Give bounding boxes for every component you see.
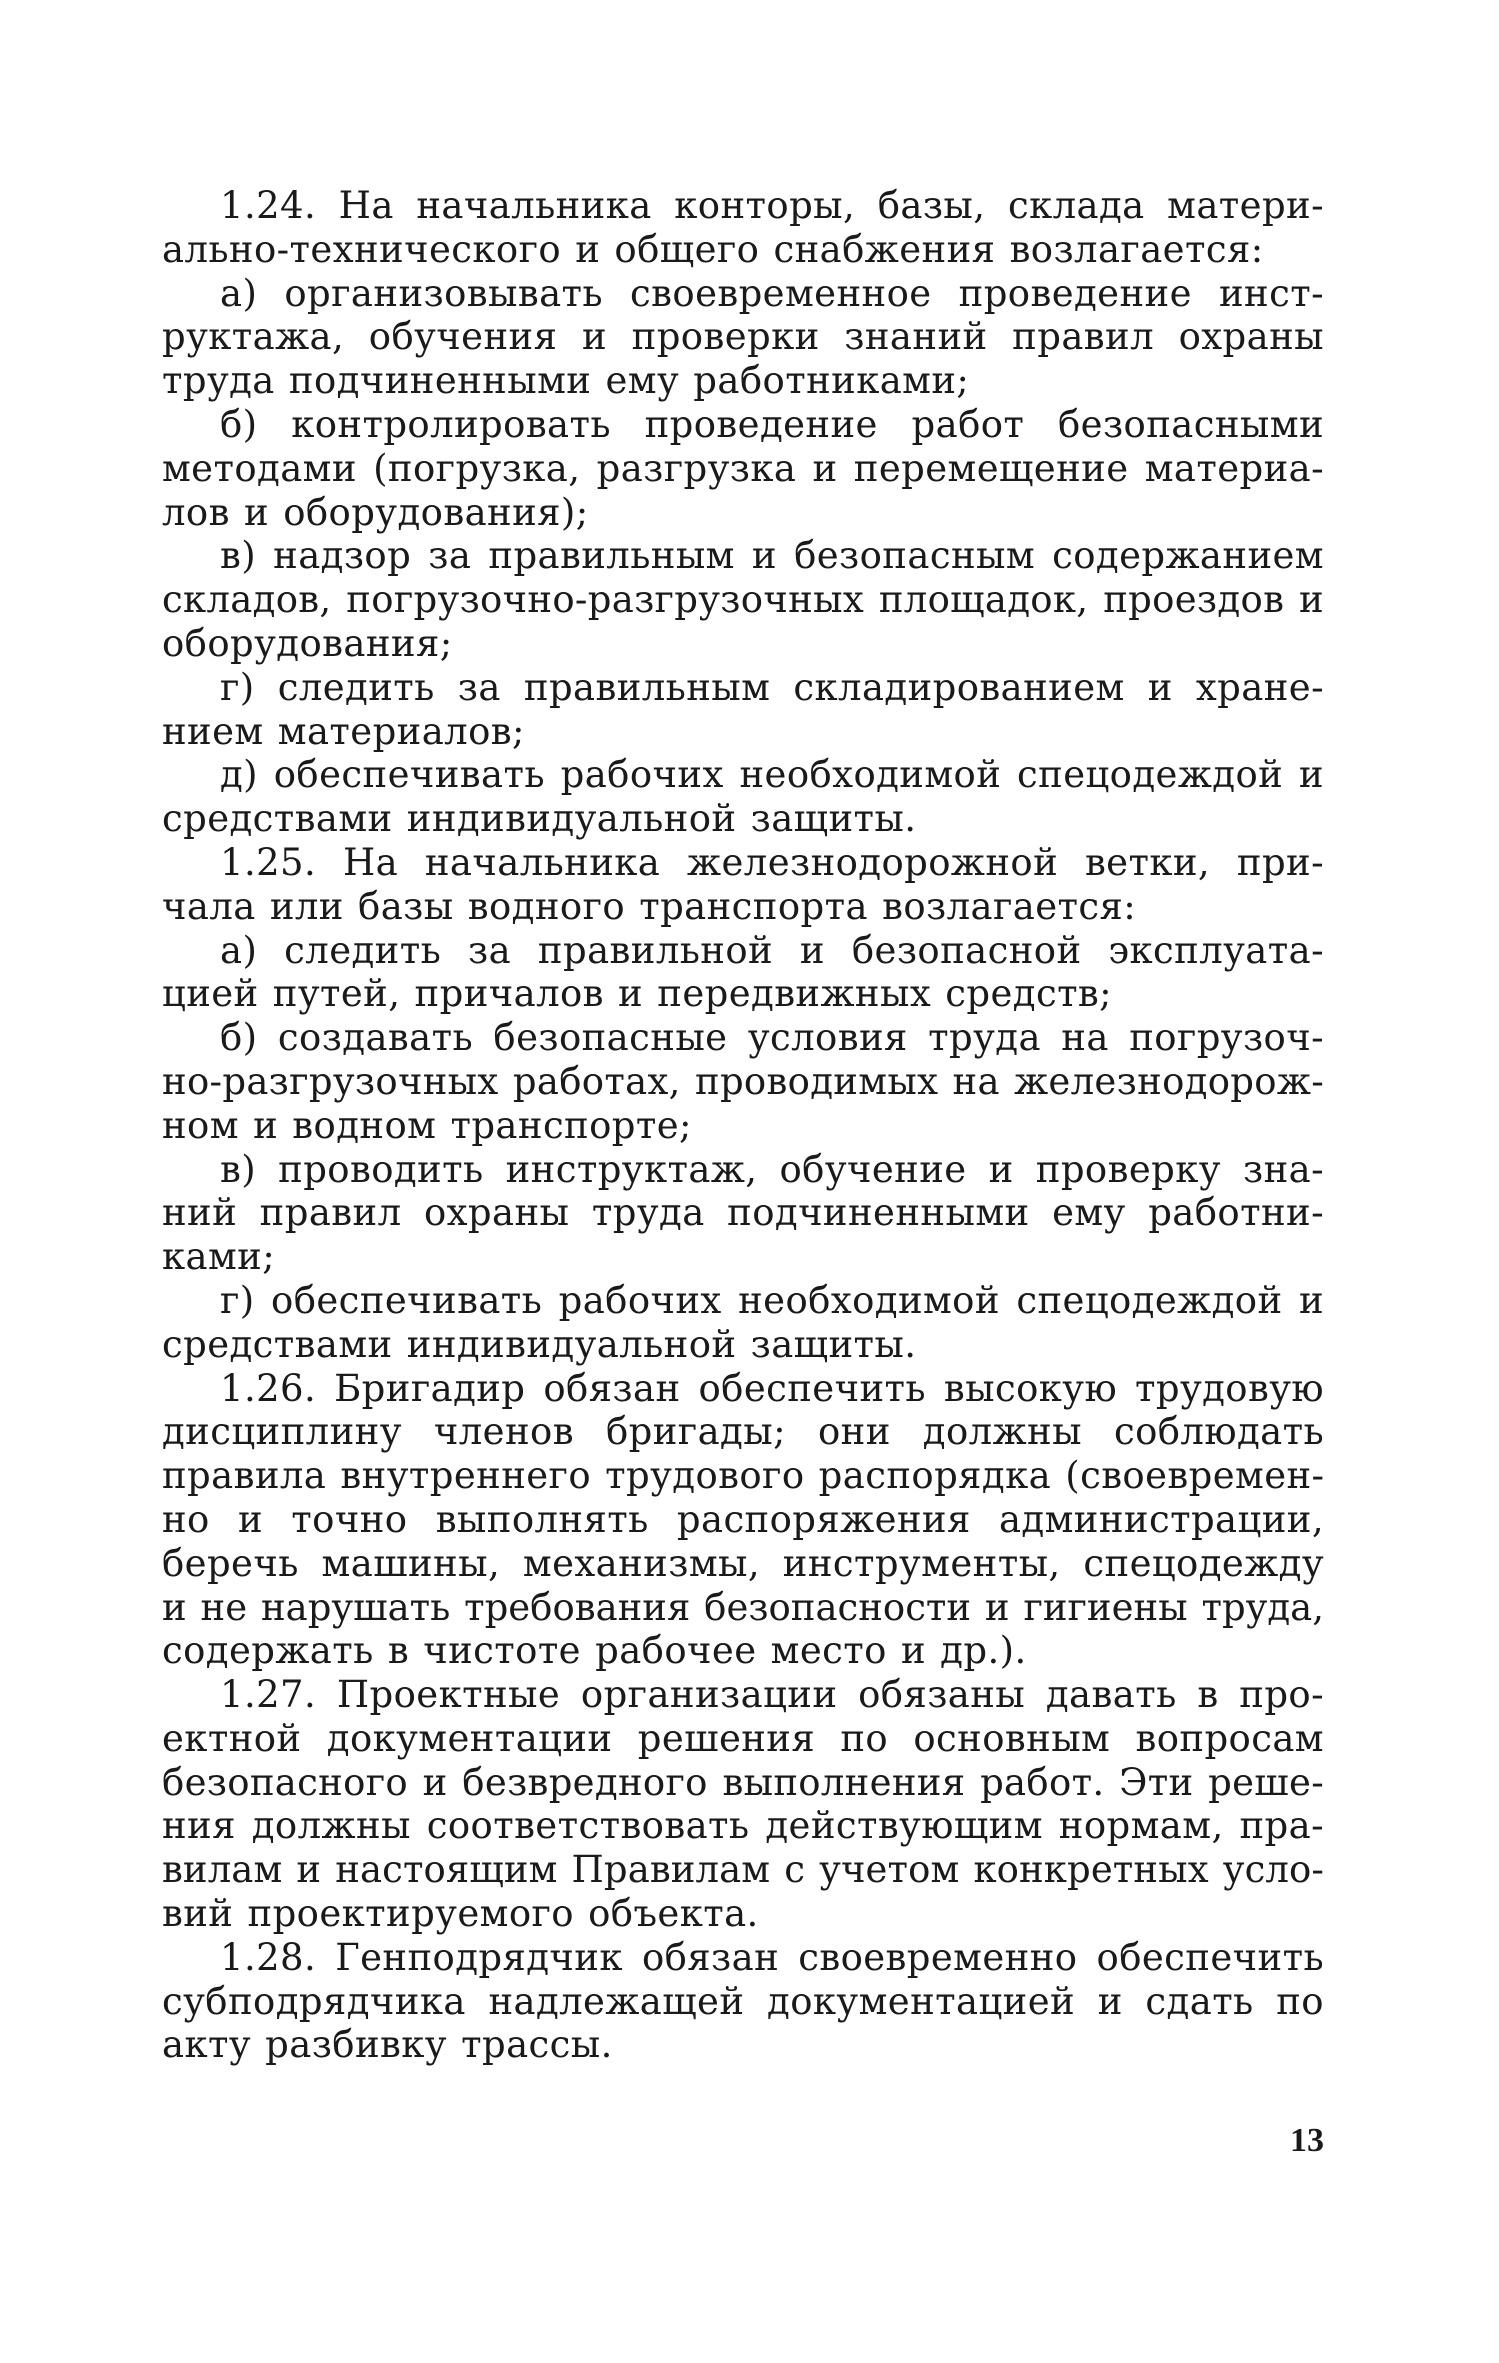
text-line: чала или базы водного транспорта возлагается: xyxy=(162,884,1137,928)
body-text xyxy=(162,184,1324,2067)
text-line: руктажа, обучения и проверки знаний правил охраны xyxy=(162,315,1324,359)
text-line: дисциплину членов бригады; они должны соблюдать xyxy=(162,1410,1324,1454)
text-line: труда подчиненными ему работниками; xyxy=(162,359,970,403)
text-line: и не нарушать требования безопасности и гигиены труда, xyxy=(162,1585,1324,1629)
text-line: в) проводить инструктаж, обучение и проверку зна- xyxy=(220,1147,1324,1191)
text-line: 1.26. Бригадир обязан обеспечить высокую трудовую xyxy=(220,1366,1324,1410)
text-line: 1.27. Проектные организации обязаны давать в про- xyxy=(220,1673,1324,1717)
text-line: правила внутреннего трудового распорядка (своевремен- xyxy=(162,1454,1325,1498)
page-number: 13 xyxy=(1290,2122,1324,2159)
text-line: г) обеспечивать рабочих необходимой спецодеждой и xyxy=(220,1278,1324,1322)
text-line: 1.25. На начальника железнодорожной ветки, при- xyxy=(220,840,1324,884)
text-line: вилам и настоящим Правилам с учетом конкретных усло- xyxy=(162,1848,1324,1892)
text-line: беречь машины, механизмы, инструменты, спецодежду xyxy=(162,1541,1324,1585)
text-line: средствами индивидуальной защиты. xyxy=(162,797,917,841)
text-line: методами (погрузка, разгрузка и перемещение материа- xyxy=(162,446,1324,490)
text-line: ном и водном транспорте; xyxy=(162,1103,692,1147)
text-line: 1.28. Генподрядчик обязан своевременно обеспечить xyxy=(220,1935,1324,1979)
text-line: б) контролировать проведение работ безопасными xyxy=(220,402,1324,446)
text-line: в) надзор за правильным и безопасным содержанием xyxy=(220,534,1324,578)
text-line: г) следить за правильным складированием и хране- xyxy=(220,665,1324,709)
text-line: ектной документации решения по основным вопросам xyxy=(162,1716,1324,1760)
text-line: цией путей, причалов и передвижных средств; xyxy=(162,972,1113,1016)
text-line: складов, погрузочно-разгрузочных площадок, проездов и xyxy=(162,578,1324,622)
text-line: д) обеспечивать рабочих необходимой спецодеждой и xyxy=(220,753,1324,797)
text-line: но и точно выполнять распоряжения администрации, xyxy=(162,1497,1324,1541)
text-line: ками; xyxy=(162,1235,276,1279)
text-line: оборудования; xyxy=(162,621,453,665)
text-line: ально-технического и общего снабжения возлагается: xyxy=(162,227,1264,271)
text-line: а) организовывать своевременное проведение инст- xyxy=(220,271,1324,315)
text-line: средствами индивидуальной защиты. xyxy=(162,1322,917,1366)
text-line: б) создавать безопасные условия труда на погрузоч- xyxy=(220,1016,1324,1060)
text-line: нием материалов; xyxy=(162,709,525,753)
text-line: субподрядчика надлежащей документацией и сдать по xyxy=(162,1979,1324,2023)
text-line: но-разгрузочных работах, проводимых на железнодорож- xyxy=(162,1059,1324,1103)
text-line: лов и оборудования); xyxy=(162,490,589,534)
text-line: безопасного и безвредного выполнения работ. Эти реше- xyxy=(162,1760,1324,1804)
text-line: акту разбивку трассы. xyxy=(162,2023,613,2067)
text-line: 1.24. На начальника конторы, базы, склада матери- xyxy=(220,184,1324,227)
text-line: ния должны соответствовать действующим нормам, пра- xyxy=(162,1804,1324,1848)
text-line: ний правил охраны труда подчиненными ему работни- xyxy=(162,1191,1324,1235)
text-line: а) следить за правильной и безопасной эксплуата- xyxy=(220,928,1324,972)
text-line: содержать в чистоте рабочее место и др.). xyxy=(162,1629,1027,1673)
text-line: вий проектируемого объекта. xyxy=(162,1892,759,1936)
